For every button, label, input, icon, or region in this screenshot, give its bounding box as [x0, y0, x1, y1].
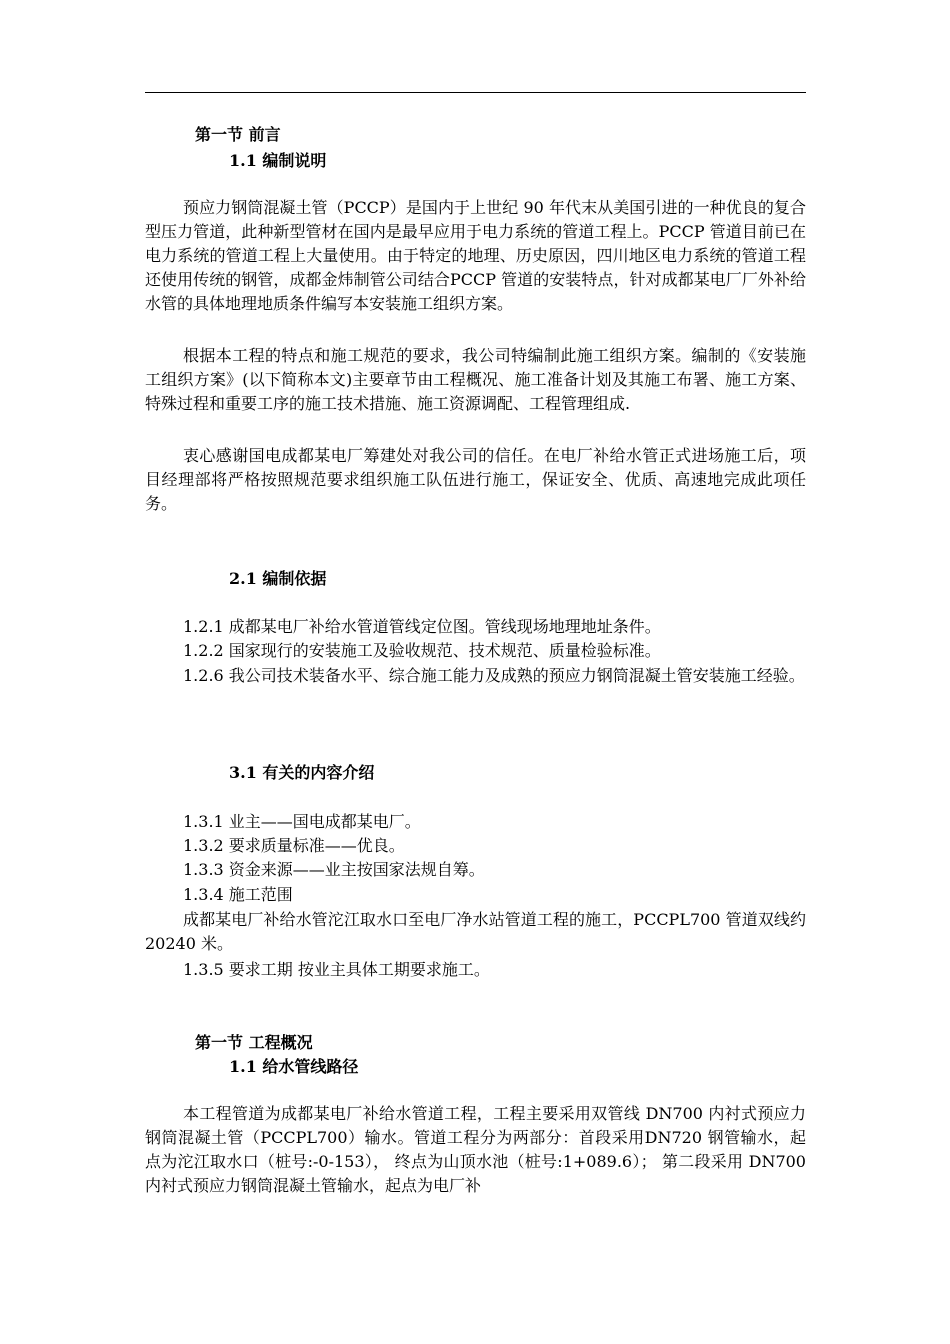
subsection-title-basis: 2.1 编制依据 — [229, 569, 327, 588]
paragraph-pccp-intro: 预应力钢筒混凝土管（PCCP）是国内于上世纪 90 年代末从美国引进的一种优良的复合型压力管道，此种新型管材在国内是最早应用于电力系统的管道工程上。PCCP 管道目前已在电力系统的管道工程上大量使用。由于特定的地理、历史原因，四川地区电力系统的管道工程还使用传统的钢管，成都金炜制管公司结合PCCP 管道的安装特点，针对成都某电厂厂外补给水管的具体地理地质条件编写本安装施工组织方案。 — [145, 198, 806, 313]
section-title-preface: 第一节 前言 — [195, 125, 281, 144]
list-item-scope: 1.3.4 施工范围 — [183, 885, 293, 904]
paragraph-plan-structure: 根据本工程的特点和施工规范的要求，我公司特编制此施工组织方案。编制的《安装施工组织方案》(以下简称本文)主要章节由工程概况、施工准备计划及其施工布署、施工方案、特殊过程和重要工序的施工技术措施、施工资源调配、工程管理组成. — [145, 346, 806, 413]
list-item-owner: 1.3.1 业主——国电成都某电厂。 — [183, 812, 421, 831]
list-item-quality: 1.3.2 要求质量标准——优良。 — [183, 836, 405, 855]
paragraph-thanks: 衷心感谢国电成都某电厂筹建处对我公司的信任。在电厂补给水管正式进场施工后，项目经理部将严格按照规范要求组织施工队伍进行施工，保证安全、优质、高速地完成此项任务。 — [145, 446, 806, 513]
list-item-schedule: 1.3.5 要求工期 按业主具体工期要求施工。 — [183, 960, 490, 979]
subsection-title-related-info: 3.1 有关的内容介绍 — [229, 763, 375, 782]
header-rule — [145, 92, 806, 93]
subsection-title-compilation-notes: 1.1 编制说明 — [229, 151, 327, 170]
list-item-basis-3: 1.2.6 我公司技术装备水平、综合施工能力及成熟的预应力钢筒混凝土管安装施工经验。 — [183, 666, 805, 685]
list-item-basis-2: 1.2.2 国家现行的安装施工及验收规范、技术规范、质量检验标准。 — [183, 641, 661, 660]
section-title-overview: 第一节 工程概况 — [195, 1033, 313, 1052]
list-item-funding: 1.3.3 资金来源——业主按国家法规自筹。 — [183, 860, 485, 879]
paragraph-scope-detail: 成都某电厂补给水管沱江取水口至电厂净水站管道工程的施工，PCCPL700 管道双线约 20240 米。 — [145, 910, 806, 953]
subsection-title-pipeline-route: 1.1 给水管线路径 — [229, 1057, 359, 1076]
paragraph-pipeline-description: 本工程管道为成都某电厂补给水管道工程，工程主要采用双管线 DN700 内衬式预应力钢筒混凝土管（PCCPL700）输水。管道工程分为两部分：首段采用DN720 钢管输水，起点为沱江取水口（桩号:-0-153）， 终点为山顶水池（桩号:1+089.6）； 第二段采用 DN700 内衬式预应力钢筒混凝土管输水，起点为电厂补 — [145, 1104, 806, 1195]
list-item-basis-1: 1.2.1 成都某电厂补给水管道管线定位图。管线现场地理地址条件。 — [183, 617, 661, 636]
